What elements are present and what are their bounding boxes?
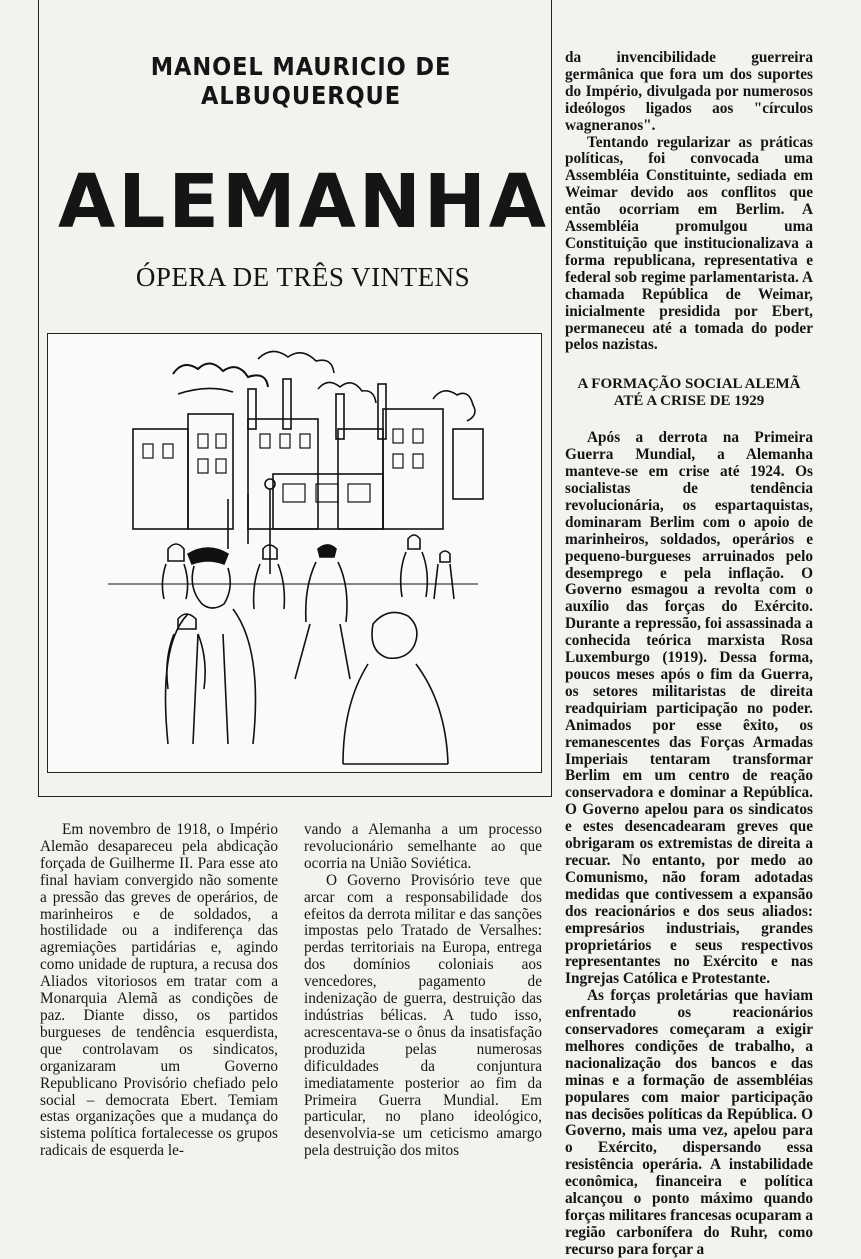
middle-column [304, 822, 542, 1160]
left-paragraph-1: Em novembro de 1918, o Império Alemão desapareceu pela abdicação forçada de Guilherme II. Para esse ato final haviam convergido não somente a pressão das greves de operários, de marinheiros e de soldados, a hostilidade ou a indiferença das agremiações partidárias e, agindo como unidade de ruptura, a recusa dos Aliados vitoriosos em tratar com a Monarquia Alemã as condições de paz. Diante disso, os partidos burgueses de tendência esquerdista, que controlavam os sindicatos, organizaram um Governo Republicano Provisório chefiado pelo social – democrata Ebert. Temiam estas organizações que a mudança do sistema política fortalecesse os grupos radicais de esquerda le- [40, 821, 278, 1160]
page-title: ALEMANHA [58, 159, 550, 245]
right-paragraph-4: As forças proletárias que haviam enfrentado os reacionários conservadores começaram a exigir melhores condições de trabalho, a nacionalização dos bancos e das minas e a formação de assembléias populares com maior participação nas decisões políticas da República. O Governo, mais uma vez, apelou para o Exército, dispersando essa resistência operária. A instabilidade econômica, financeira e política alcançou o ponto máximo quando forças militares francesas ocuparam a região carbonífera do Ruhr, como recurso para forçar a [565, 987, 813, 1258]
middle-paragraph-2: O Governo Provisório teve que arcar com a responsabilidade dos efeitos da derrota militar e das sanções impostas pelo Tratado de Versalhes: perdas territoriais na Europa, entrega dos domínios coloniais aos vencedores, pagamento de indenização de guerra, destruição das indústrias bélicas. A tudo isso, acrescentava-se o ônus da insatisfação produzida pelas numerosas dificuldades da conjuntura imediatamente posterior ao fim da Primeira Guerra Mundial. Em particular, no plano ideológico, desenvolvia-se um ceticismo amargo pela destruição dos mitos [304, 871, 542, 1160]
page-subtitle: ÓPERA DE TRÊS VINTENS [135, 262, 471, 292]
right-paragraph-3: Após a derrota na Primeira Guerra Mundial, a Alemanha manteve-se em crise até 1924. Os socialistas de tendência revolucionária, os espartaquistas, dominaram Berlim com o apoio de marinheiros, soldados, operários e pequeno-burgueses arruinados pelo desemprego e pela inflação. O Governo esmagou a revolta com o auxílio das forças do Exército. Durante a repressão, foi assassinada a conhecida teórica marxista Rosa Luxemburgo (1919). Dessa forma, poucos meses após o fim da Guerra, os setores militaristas de direita readquiriam participação no poder. Animados por esse êxito, os remanescentes das Forças Armadas Imperiais tentaram transformar Berlim em um centro de reação conservadora e dominar a República. O Governo apelou para os sindicatos e estes desencadearam greves que obrigaram os extremistas de direita a recuar. No entanto, por medo ao Comunismo, não foram adotadas medidas que contivessem a expansão dos reacionários e dos seus aliados: empresários industriais, grandes proprietários e seus respectivos representantes no Exército e nas Ingrejas Católica e Protestante. [565, 429, 813, 988]
section-heading [565, 376, 813, 410]
right-paragraph-2: Tentando regularizar as práticas políticas, foi convocada uma Assembléia Constituinte, sediada em Weimar devido aos conflitos que então ocorriam em Berlim. A Assembléia promulgou uma Constituição que institucionalizava a forma republicana, representativa e federal sob regime parlamentarista. A chamada República de Weimar, inicialmente presidida por Ebert, permaneceu até a tomada do poder pelos nazistas. [565, 133, 813, 354]
middle-paragraph-1: vando a Alemanha a um processo revolucionário semelhante ao que ocorria na União Soviética. [304, 821, 542, 872]
left-column [40, 822, 278, 1160]
section-heading-line-1: A FORMAÇÃO SOCIAL ALEMÃ [577, 376, 801, 393]
right-column [565, 50, 813, 1259]
section-heading-line-2: ATÉ A CRISE DE 1929 [613, 393, 765, 410]
city-street-illustration [47, 333, 542, 773]
right-paragraph-1: da invencibilidade guerreira germânica que fora um dos suportes do Império, divulgada por numerosos ideólogos ligados aos "círculos wagneranos". [565, 49, 813, 134]
author-name: MANOEL MAURICIO DE ALBUQUERQUE [150, 52, 452, 110]
